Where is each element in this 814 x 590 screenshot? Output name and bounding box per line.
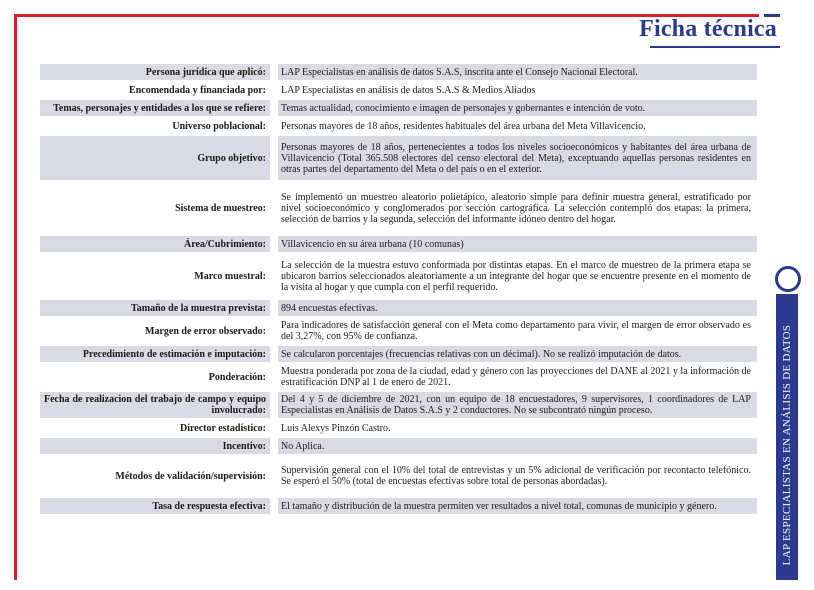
- row-label: Precedimiento de estimación e imputación:: [40, 346, 270, 362]
- table-row: [40, 346, 757, 362]
- row-label: Tasa de respuesta efectiva:: [40, 498, 270, 514]
- row-value: LAP Especialistas en análisis de datos S.A.S, inscrita ante el Consejo Nacional Electoral.: [278, 64, 757, 80]
- row-value: Personas mayores de 18 años, residentes habituales del área urbana del Meta Villavicencio.: [281, 120, 646, 132]
- page-title: Ficha técnica: [639, 16, 777, 42]
- row-label: Margen de error observado:: [145, 325, 266, 337]
- row-label: Grupo objetivo:: [40, 136, 270, 180]
- table-row: [40, 254, 757, 298]
- table-row: [40, 136, 757, 180]
- row-label: Métodos de validación/supervisión:: [115, 470, 266, 482]
- row-label: Incentivo:: [40, 438, 270, 454]
- row-value: Muestra ponderada por zona de la ciudad, edad y género con las proyecciones del DANE al 2021 y la información de estratificación DNP al 1 de enero de 2021.: [281, 366, 751, 388]
- row-label: Tamaño de la muestra prevista:: [40, 300, 270, 316]
- row-label: Ponderación:: [208, 371, 266, 383]
- table-row: [40, 118, 757, 134]
- row-value: LAP Especialistas en análisis de datos S.A.S & Medios Aliados: [281, 84, 536, 96]
- left-red-border: [14, 14, 17, 580]
- row-value: No Aplica.: [278, 438, 757, 454]
- technical-sheet-table: [40, 64, 757, 516]
- table-row: [40, 82, 757, 98]
- table-row: [40, 64, 757, 80]
- row-label: Marco muestral:: [194, 270, 266, 282]
- table-row: [40, 318, 757, 344]
- row-label: Temas, personajes y entidades a los que se refiere:: [40, 100, 270, 116]
- table-row: [40, 420, 757, 436]
- row-label: Área/Cubrimiento:: [40, 236, 270, 252]
- side-banner-text: LAP ESPECIALISTAS EN ANÁLISIS DE DATOS: [781, 324, 793, 566]
- circle-icon: [775, 266, 801, 292]
- row-label: Universo poblacional:: [172, 120, 266, 132]
- title-underline: [650, 46, 780, 48]
- row-value: Temas actualidad, conocimiento e imagen de personajes y gobernantes e intención de voto.: [278, 100, 757, 116]
- table-row: [40, 182, 757, 234]
- row-value: Villavicencio en su área urbana (10 comunas): [278, 236, 757, 252]
- table-row: [40, 100, 757, 116]
- row-value: Se implementó un muestreo aleatorio polietápico, aleatorio simple para definir muestra general, estratificado por nivel socioeconómico y conglomerados por sección cartográfica. La selección contempló dos etapas: la primera, selección de barrios y la segunda, selección del informante idóneo dentro del hogar.: [281, 191, 751, 225]
- row-label: Sistema de muestreo:: [175, 202, 266, 214]
- row-label: Director estadístico:: [180, 422, 266, 434]
- table-row: [40, 300, 757, 316]
- row-value: Supervisión general con el 10% del total de entrevistas y un 5% adicional de verificación por recontacto telefónico. Se esperó el 50% (total de encuestas efectivas sobre total de personas abordadas).: [281, 465, 751, 487]
- row-value: Personas mayores de 18 años, pertenecientes a todos los niveles socioeconómicos y habitantes del área urbana de Villavicencio (Total 365.508 electores del censo electoral del Meta), exceptuando aquellas personas residentes en otras partes del departamento del Meta o del país o en el exterior.: [278, 136, 757, 180]
- row-label: Fecha de realizacion del trabajo de campo y equipo involucrado:: [40, 392, 270, 418]
- row-value: Del 4 y 5 de diciembre de 2021, con un equipo de 18 encuestadores, 9 supervisores, 1 coordinadores de LAP Especialistas en Análisis de Datos S.A.S y 2 conductores. No se subcontrató ningún proceso.: [278, 392, 757, 418]
- row-label: Persona jurídica que aplicó:: [40, 64, 270, 80]
- table-row: [40, 236, 757, 252]
- row-value: La selección de la muestra estuvo conformada por distintas etapas. En el marco de muestreo de la primera etapa se ubicaron barrios seleccionados aleatoriamente a un integrante del hogar que se encuentre presente en el momento de la visita al hogar y que cumpla con el perfil requerido.: [281, 259, 751, 293]
- table-row: [40, 438, 757, 454]
- table-row: [40, 392, 757, 418]
- row-label: Encomendada y financiada por:: [129, 84, 266, 96]
- table-row: [40, 364, 757, 390]
- row-value: 894 encuestas efectivas.: [278, 300, 757, 316]
- row-value: El tamaño y distribución de la muestra permiten ver resultados a nivel total, comunas de municipio y género.: [278, 498, 757, 514]
- row-value: Luis Alexys Pinzón Castro.: [281, 422, 391, 434]
- row-value: Para indicadores de satisfacción general con el Meta como departamento para vivir, el margen de error observado es del 3,27%, con 95% de confianza.: [281, 320, 751, 342]
- row-value: Se calcularon porcentajes (frecuencias relativas con un décimal). No se realizó imputación de datos.: [278, 346, 757, 362]
- table-row: [40, 456, 757, 496]
- table-row: [40, 498, 757, 514]
